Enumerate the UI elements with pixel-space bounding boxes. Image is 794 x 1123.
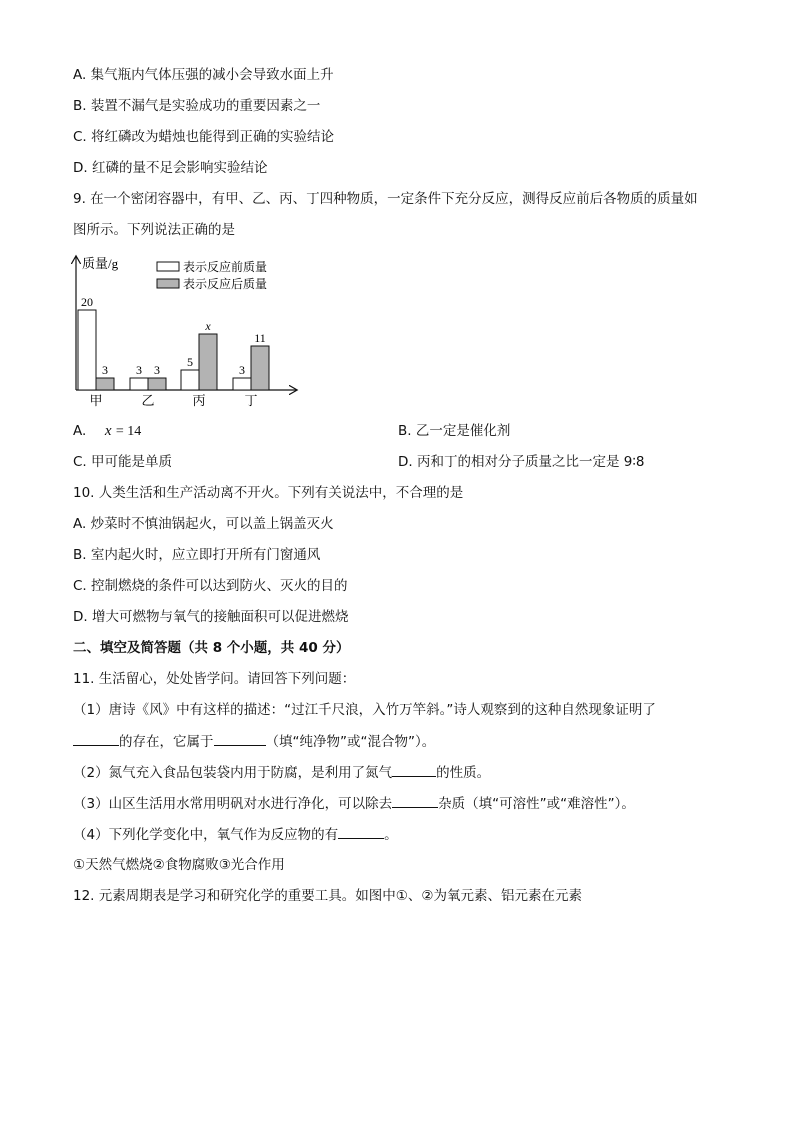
answer-blank-3[interactable] xyxy=(392,763,436,777)
part-4-start-text: （4）下列化学变化中，氧气作为反应物的有 xyxy=(73,827,339,843)
data-label-after-2: 3 xyxy=(154,363,160,377)
question-10-option-b: B. 室内起火时，应立即打开所有门窗通风 xyxy=(73,547,321,563)
question-10-option-d: D. 增大可燃物与氧气的接触面积可以促进燃烧 xyxy=(73,609,349,625)
legend-label-after: 表示反应后质量 xyxy=(183,277,268,291)
category-label-1: 甲 xyxy=(89,393,103,408)
option-a-equation: = 14 xyxy=(115,424,142,439)
question-11-stem: 11. 生活留心，处处皆学问。请回答下列问题： xyxy=(73,671,356,687)
part-1-end-text: （填“纯净物”或“混合物”）。 xyxy=(265,734,436,750)
answer-blank-4[interactable] xyxy=(392,794,438,808)
bar-after-4 xyxy=(251,346,269,390)
bar-before-4 xyxy=(233,378,251,390)
bar-group xyxy=(78,295,269,408)
section-2-heading: 二、填空及简答题（共 8 个小题，共 40 分） xyxy=(73,640,350,656)
option-a-prefix: A. xyxy=(73,423,87,439)
legend-swatch-before xyxy=(157,262,179,271)
bar-before-1 xyxy=(78,310,96,390)
question-11-part-1-line2 xyxy=(73,732,435,751)
legend-swatch-after xyxy=(157,279,179,288)
bar-after-2 xyxy=(148,378,166,390)
category-label-4: 丁 xyxy=(244,393,258,408)
question-11-part-2 xyxy=(73,763,490,782)
data-label-before-4: 3 xyxy=(239,363,245,377)
data-label-after-1: 3 xyxy=(102,363,108,377)
question-9-option-b: B. 乙一定是催化剂 xyxy=(398,423,511,439)
question-9-stem-line2: 图所示。下列说法正确的是 xyxy=(73,222,235,238)
question-11-part-4-options: ①天然气燃烧②食物腐败③光合作用 xyxy=(73,857,285,873)
part-2-end-text: 的性质。 xyxy=(436,765,491,781)
chart-svg xyxy=(64,252,304,412)
bar-after-1 xyxy=(96,378,114,390)
mass-bar-chart xyxy=(64,252,304,412)
option-b-line: B. 装置不漏气是实验成功的重要因素之一 xyxy=(73,98,321,114)
question-9-option-c: C. 甲可能是单质 xyxy=(73,454,173,470)
bar-before-2 xyxy=(130,378,148,390)
question-10-option-c: C. 控制燃烧的条件可以达到防火、灭火的目的 xyxy=(73,578,348,594)
option-a-variable: x xyxy=(104,423,112,439)
question-10-option-a: A. 炒菜时不慎油锅起火，可以盖上锅盖灭火 xyxy=(73,516,334,532)
option-d-line: D. 红磷的量不足会影响实验结论 xyxy=(73,160,268,176)
data-label-after-4: 11 xyxy=(254,331,266,345)
option-c-line: C. 将红磷改为蜡烛也能得到正确的实验结论 xyxy=(73,129,335,145)
question-11-part-4 xyxy=(73,825,398,844)
category-label-2: 乙 xyxy=(141,393,155,408)
legend-label-before: 表示反应前质量 xyxy=(183,260,268,274)
part-3-end-text: 杂质（填“可溶性”或“难溶性”）。 xyxy=(438,796,635,812)
question-10-stem: 10. 人类生活和生产活动离不开火。下列有关说法中，不合理的是 xyxy=(73,485,464,501)
answer-blank-1[interactable] xyxy=(73,732,119,746)
part-2-start-text: （2）氮气充入食品包装袋内用于防腐，是利用了氮气 xyxy=(73,765,393,781)
category-label-3: 丙 xyxy=(192,393,206,408)
question-9-option-a xyxy=(73,422,141,441)
data-label-before-3: 5 xyxy=(187,355,193,369)
part-1-mid-text: 的存在，它属于 xyxy=(119,734,214,750)
data-label-before-2: 3 xyxy=(136,363,142,377)
option-a-line: A. 集气瓶内气体压强的减小会导致水面上升 xyxy=(73,67,334,83)
y-axis-label: 质量/g xyxy=(82,256,119,271)
bar-before-3 xyxy=(181,370,199,390)
part-3-start-text: （3）山区生活用水常用明矾对水进行净化，可以除去 xyxy=(73,796,393,812)
answer-blank-5[interactable] xyxy=(338,825,384,839)
answer-blank-2[interactable] xyxy=(214,732,266,746)
question-11-part-3 xyxy=(73,794,635,813)
data-label-after-3: x xyxy=(205,319,211,333)
data-label-before-1: 20 xyxy=(81,295,93,309)
part-4-end-text: 。 xyxy=(384,827,398,843)
question-9-option-d: D. 丙和丁的相对分子质量之比一定是 9∶8 xyxy=(398,454,645,470)
question-12-stem: 12. 元素周期表是学习和研究化学的重要工具。如图中①、②为氧元素、铝元素在元素 xyxy=(73,888,582,904)
bar-after-3 xyxy=(199,334,217,390)
question-9-stem-line1: 9. 在一个密闭容器中，有甲、乙、丙、丁四种物质，一定条件下充分反应，测得反应前后各物质的质量如 xyxy=(73,191,698,207)
question-11-part-1-line1: （1）唐诗《风》中有这样的描述：“过江千尺浪，入竹万竿斜。”诗人观察到的这种自然现象证明了 xyxy=(73,702,656,718)
